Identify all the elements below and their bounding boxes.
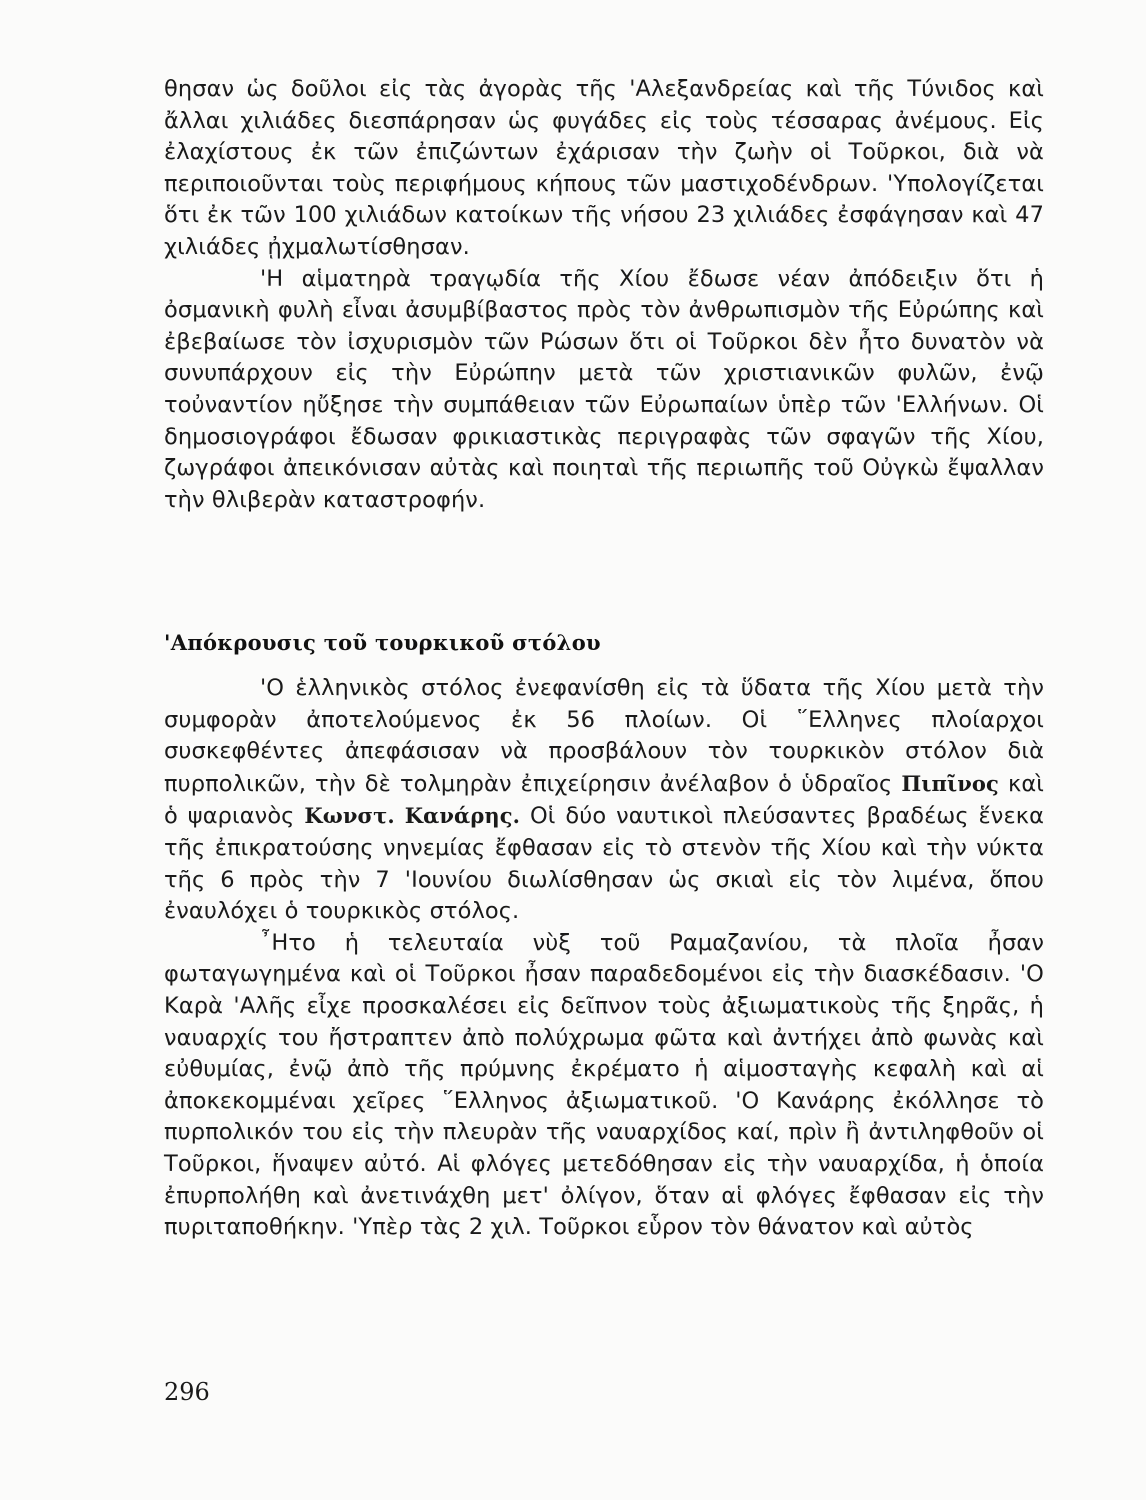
name-pipinos: Πιπῖνος (901, 770, 999, 796)
paragraph-2: 'Η αἱματηρὰ τραγῳδία τῆς Χίου ἔδωσε νέαν ἀπόδειξιν ὅτι ἡ ὀσμανικὴ φυλὴ εἶναι ἀσυμβίβαστος πρὸς τὸν ἀνθρωπισμὸν τῆς Εὐρώπης καὶ ἐβεβαίωσε τὸν ἰσχυρισμὸν τῶν Ρώσων ὅτι οἱ Τοῦρκοι δὲν ἦτο δυνατὸν νὰ συνυπάρχουν εἰς τὴν Εὐρώπην μετὰ τῶν χριστιανικῶν φυλῶν, ἐνῷ τοὐναντίον ηὔξησε τὴν συμπάθειαν τῶν Εὐρωπαίων ὑπὲρ τῶν 'Ελλήνων. Οἱ δημοσιογράφοι ἔδωσαν φρικιαστικὰς περιγραφὰς τῶν σφαγῶν τῆς Χίου, ζωγράφοι ἀπεικόνισαν αὐτὰς καὶ ποιηταὶ τῆς περιωπῆς τοῦ Οὐγκὼ ἔψαλλαν τὴν θλιβερὰν καταστροφήν. (164, 265, 1044, 513)
page-number: 296 (164, 1378, 210, 1406)
paragraph-3-part-2: καὶ ὁ ψαριανὸς (164, 770, 1044, 830)
paragraph-3-part-3: Οἱ δύο ναυτικοὶ πλεύσαντες βραδέως ἕνεκα τῆς ἐπικρατούσης νηνεμίας ἔφθασαν εἰς τὸ στενὸν τῆς Χίου καὶ τὴν νύκτα τῆς 6 πρὸς τὴν 7 'Ιουνίου διωλίσθησαν ὡς σκιαὶ εἰς τὸν λιμένα, ὅπου ἐναυλόχει ὁ τουρκικὸς στόλος. (164, 803, 1045, 925)
paragraph-4: ῏Ητο ἡ τελευταία νὺξ τοῦ Ραμαζανίου, τὰ πλοῖα ἦσαν φωταγωγημένα καὶ οἱ Τοῦρκοι ἦσαν παραδεδομένοι εἰς τὴν διασκέδασιν. 'Ο Καρὰ 'Αλῆς εἶχε προσκαλέσει εἰς δεῖπνον τοὺς ἀξιωματικοὺς τῆς ξηρᾶς, ἡ ναυαρχίς του ἤστραπτεν ἀπὸ πολύχρωμα φῶτα καὶ ἀντήχει ἀπὸ φωνὰς καὶ εὐθυμίας, ἐνῷ ἀπὸ τῆς πρύμνης ἐκρέματο ἡ αἱμοσταγὴς κεφαλὴ καὶ αἱ ἀποκεκομμέναι χεῖρες ῞Ελληνος ἀξιωματικοῦ. 'Ο Κανάρης ἐκόλλησε τὸ πυρπολικόν του εἰς τὴν πλευρὰν τῆς ναυαρχίδος καί, πρὶν ἢ ἀντιληφθοῦν οἱ Τοῦρκοι, ἥναψεν αὐτό. Αἱ φλόγες μετεδόθησαν εἰς τὴν ναυαρχίδα, ἡ ὁποία ἐπυρπολήθη καὶ ἀνετινάχθη μετ' ὀλίγον, ὅταν αἱ φλόγες ἔφθασαν εἰς τὴν πυριταποθήκην. 'Υπὲρ τὰς 2 χιλ. Τοῦρκοι εὗρον τὸν θάνατον καὶ αὐτὸς (164, 929, 1044, 1241)
name-kanaris: Κωνστ. Κανάρης. (304, 803, 521, 829)
text-block-lower (164, 673, 1044, 1244)
paragraph-3-part-1: 'Ο ἑλληνικὸς στόλος ἐνεφανίσθη εἰς τὰ ὕδατα τῆς Χίου μετὰ τὴν συμφορὰν ἀποτελούμενος ἐκ 56 πλοίων. Οἱ ῞Ελληνες πλοίαρχοι συσκεφθέντες ἀπεφάσισαν νὰ προσβάλουν τὸν τουρκικὸν στόλον διὰ πυρπολικῶν, τὴν δὲ τολμηρὰν ἐπιχείρησιν ἀνέλαβον ὁ ὑδραῖος (164, 675, 1044, 797)
section-heading: 'Απόκρουσις τοῦ τουρκικοῦ στόλου (164, 630, 601, 655)
paragraph-1: θησαν ὡς δοῦλοι εἰς τὰς ἀγορὰς τῆς 'Αλεξανδρείας καὶ τῆς Τύνιδος καὶ ἄλλαι χιλιάδες διεσπάρησαν ὡς φυγάδες εἰς τοὺς τέσσαρας ἀνέμους. Εἰς ἐλαχίστους ἐκ τῶν ἐπιζώντων ἐχάρισαν τὴν ζωὴν οἱ Τοῦρκοι, διὰ νὰ περιποιοῦνται τοὺς περιφήμους κήπους τῶν μαστιχοδένδρων. 'Υπολογίζεται ὅτι ἐκ τῶν 100 χιλιάδων κατοίκων τῆς νήσου 23 χιλιάδες ἐσφάγησαν καὶ 47 χιλιάδες ᾐχμαλωτίσθησαν. (164, 76, 1044, 260)
text-block-upper (164, 74, 1044, 516)
paragraph-3 (164, 673, 1044, 928)
